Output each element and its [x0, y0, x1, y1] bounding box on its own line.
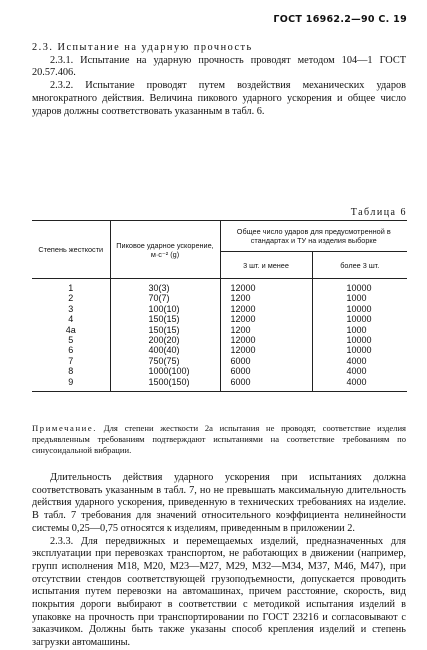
table-row [32, 325, 407, 335]
cell-count-small: 1200 [220, 293, 312, 303]
cell-count-large: 10000 [312, 345, 407, 355]
cell-count-small: 6000 [220, 366, 312, 376]
header-total-shocks: Общее число ударов для предусмотренной в стандартах и ТУ на изделия выборке [220, 221, 407, 252]
cell-acceleration: 750(75) [110, 356, 220, 366]
note-text: Для степени жесткости 2а испытания не проводят, соответствие изделия предъявленным требованиям подтверждают испытаниями на соответствие требованиям по синусоидальной вибрации. [32, 423, 406, 455]
cell-count-large: 10000 [312, 304, 407, 314]
header-more-than-3pcs: более 3 шт. [312, 252, 407, 279]
table-row [32, 279, 407, 294]
cell-acceleration: 150(15) [110, 325, 220, 335]
cell-count-small: 12000 [220, 345, 312, 355]
paragraph-2-3-2: 2.3.2. Испытание проводят путем воздействия механических ударов многократного действия. Величина пикового ударного ускорения и общее число ударов должны соответствовать указанным в табл. 6. [32, 80, 406, 117]
cell-count-large: 10000 [312, 314, 407, 324]
cell-acceleration: 400(40) [110, 345, 220, 355]
cell-count-large: 4000 [312, 366, 407, 376]
table-row [32, 366, 407, 376]
note-label: Примечание. [32, 423, 98, 433]
table-caption: Таблица 6 [350, 207, 407, 218]
table-row [32, 345, 407, 355]
paragraph-duration: Длительность действия ударного ускорения при испытаниях должна соответствовать указанным в табл. 7, но не превышать максимальную длительность действия ударного ускорения, приведенную в технических требованиях на изделие. В табл. 7 требования для значений относительного коэффициента нелинейности системы 0,25—0,75 относятся к изделиям, приведенным в приложении 2. [32, 472, 406, 534]
cell-stiffness: 6 [68, 345, 74, 356]
cell-stiffness: 4a [65, 324, 76, 335]
cell-stiffness: 9 [32, 377, 110, 392]
cell-acceleration: 1000(100) [110, 366, 220, 376]
cell-acceleration: 100(10) [110, 304, 220, 314]
table-body [32, 279, 407, 392]
header-stiffness: Степень жесткости [32, 221, 110, 279]
header-peak-acceleration: Пиковое ударное ускорение, м·с⁻² (g) [110, 221, 220, 279]
table-6 [32, 220, 407, 392]
table-row [32, 314, 407, 324]
header-3pcs-or-less: 3 шт. и менее [220, 252, 312, 279]
cell-count-small: 1200 [220, 325, 312, 335]
cell-count-small: 12000 [220, 314, 312, 324]
cell-count-small: 12000 [220, 335, 312, 345]
paragraph-2-3-3: 2.3.3. Для передвижных и перемещаемых изделий, предназначенных для эксплуатации при перевозках транспортом, не работающих в движении (например, групп исполнения М18, М20, М23—М27, М29, М32—М34, М37, М46, М47), при отсутствии стендов соответствующей грузоподъемности, допускается проводить испытания путем перевозки на автомашинах, причем расстояние, скорость, вид покрытия дороги выбирают в соответствии с методикой испытания изделий в упаковке на прочность при транспортировании по ГОСТ 23216 и согласовывают с заказчиком. Должны быть также указаны способ крепления изделий и степень загрузки автомашины. [32, 535, 406, 649]
cell-stiffness: 4 [68, 314, 74, 325]
cell-stiffness: 1 [68, 283, 74, 293]
body-text [32, 472, 406, 650]
cell-stiffness: 3 [68, 303, 74, 314]
cell-stiffness: 7 [68, 355, 74, 366]
cell-count-large: 10000 [312, 279, 407, 294]
table-row [32, 377, 407, 392]
table-row [32, 304, 407, 314]
table-row [32, 293, 407, 303]
cell-count-large: 1000 [312, 293, 407, 303]
cell-acceleration: 150(15) [110, 314, 220, 324]
cell-acceleration: 200(20) [110, 335, 220, 345]
section-heading: 2.3. Испытание на ударную прочность [32, 42, 253, 53]
cell-count-small: 6000 [220, 356, 312, 366]
cell-count-small: 12000 [220, 304, 312, 314]
cell-count-small: 6000 [220, 377, 312, 392]
table-row [32, 356, 407, 366]
cell-count-large: 4000 [312, 356, 407, 366]
cell-acceleration: 1500(150) [110, 377, 220, 392]
cell-count-large: 10000 [312, 335, 407, 345]
section-2-3 [32, 42, 406, 118]
cell-acceleration: 30(3) [110, 279, 220, 294]
cell-stiffness: 8 [68, 366, 74, 377]
cell-acceleration: 70(7) [110, 293, 220, 303]
cell-count-large: 1000 [312, 325, 407, 335]
table-note [32, 423, 406, 456]
cell-count-large: 4000 [312, 377, 407, 392]
cell-stiffness: 2 [68, 293, 74, 304]
paragraph-2-3-1: 2.3.1. Испытание на ударную прочность проводят методом 104—1 ГОСТ 20.57.406. [32, 54, 406, 79]
page-header: ГОСТ 16962.2—90 С. 19 [273, 14, 407, 25]
table-row [32, 335, 407, 345]
cell-stiffness: 5 [68, 335, 74, 346]
cell-count-small: 12000 [220, 279, 312, 294]
